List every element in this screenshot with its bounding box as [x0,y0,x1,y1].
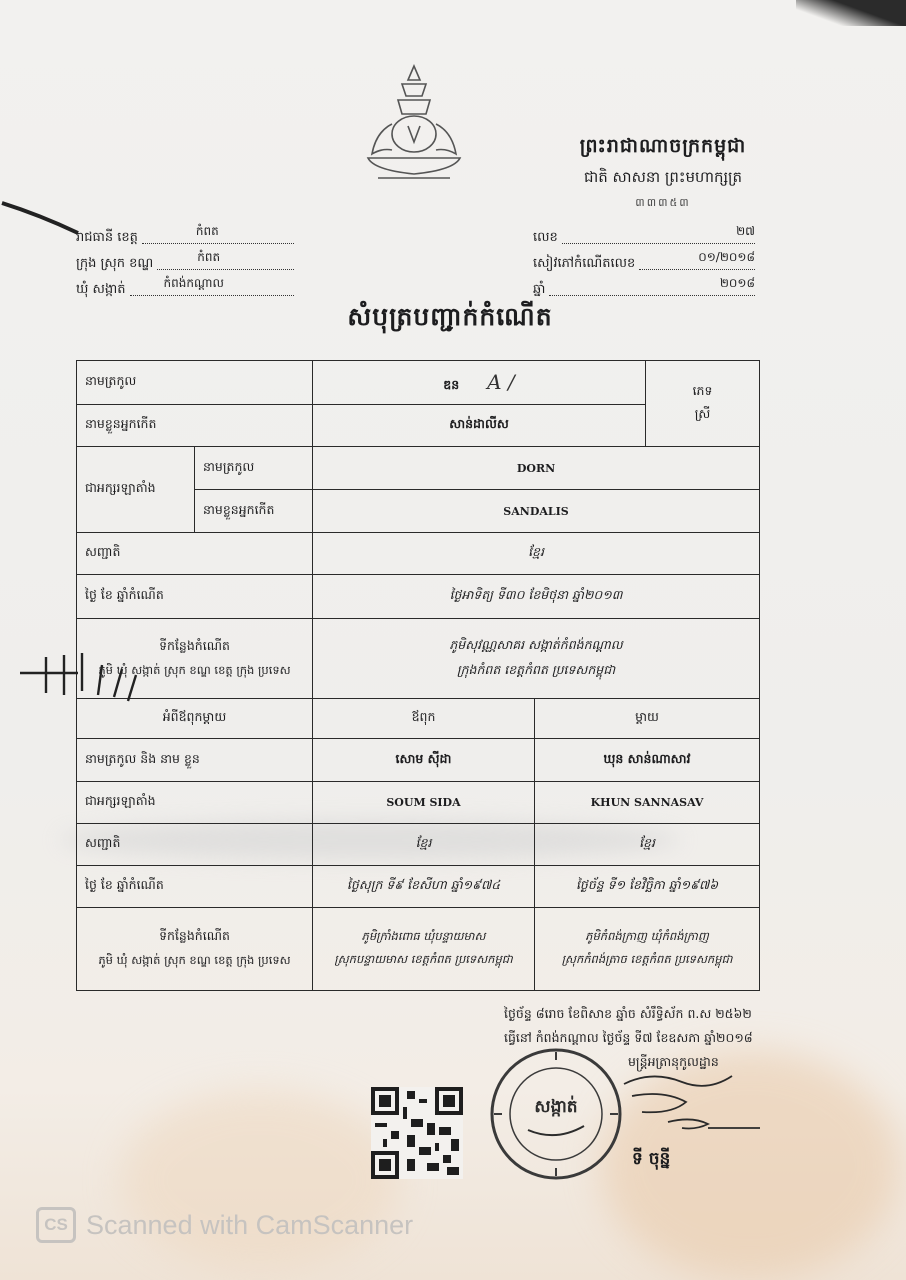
mother-header: ម្តាយ [535,699,760,739]
mother-pob [535,908,760,991]
meta-left [76,222,298,300]
latin-surname-value: DORN [313,447,760,490]
meta-label: សៀវភៅកំណើតលេខ [533,256,636,271]
given-name-label: នាមខ្លួនអ្នកកើត [77,405,313,447]
officer-signature [612,1064,762,1140]
parent-name-label: នាមត្រកូល និង នាម ខ្លួន [77,739,313,782]
pob-value-line: ក្រុងកំពត ខេត្តកំពត ប្រទេសកម្ពុជា [456,661,616,677]
meta-value: ២០១៨ [719,276,755,290]
father-pob [313,908,535,991]
kingdom-title: ព្រះរាជាណាចក្រកម្ពុជា [579,135,747,157]
meta-value: ២៧ [736,224,755,238]
document-title: សំបុត្របញ្ជាក់កំណើត [347,302,553,331]
national-motto: ជាតិ សាសនា ព្រះមហាក្សត្រ [583,168,743,186]
meta-book-row [533,248,759,274]
footer-lunar-date: ថ្ងៃច័ន្ទ ៨រោច ខែពិសាខ ឆ្នាំច សំរឹទ្ធិស័ក ព.ស ២៥៦២ [504,1006,752,1021]
pob-value [313,619,760,699]
dob-value: ថ្ងៃអាទិត្យ ទី៣០ ខែមិថុនា ឆ្នាំ២០១៣ [313,575,760,619]
surname-value [313,361,646,405]
latin-label: ជាអក្សរឡាតាំង [77,447,195,533]
sex-value: ស្រី [694,405,711,421]
surname-label: នាមត្រកូល [77,361,313,405]
footer-made-at: ធ្វើនៅ កំពង់កណ្តាល ថ្ងៃច័ន្ទ ទី៧ ខែឧសភា ឆ្នាំ២០១៨ [504,1030,753,1045]
father-pob-line: ស្រុកបន្ទាយមាស ខេត្តកំពត ប្រទេសកម្ពុជា [334,952,513,966]
meta-number-row [533,222,759,248]
mother-latin-name: KHUN SANNASAV [535,782,760,824]
qr-code-icon [371,1087,463,1179]
parent-dob-label: ថ្ងៃ ខែ ឆ្នាំកំណើត [77,866,313,908]
surname-text: ឌន [443,376,460,392]
parents-section-label: អំពីឪពុកម្តាយ [77,699,313,739]
stamp-text: សង្កាត់ [534,1097,578,1117]
paper-stain [120,1090,400,1270]
officer-name: ទី ចុន្នី [632,1149,671,1169]
father-header: ឪពុក [313,699,535,739]
meta-district-row [76,248,298,274]
table-row [77,866,760,908]
parent-pob-label-line: ទីកន្លែងកំណើត [159,928,230,943]
scan-corner-shadow [796,0,906,26]
pob-value-line: ភូមិសុវណ្ណសាគរ សង្កាត់កំពង់កណ្តាល [449,636,623,652]
officer-title: មន្ត្រីអត្រានុកូលដ្ឋាន [628,1054,719,1069]
official-stamp-icon [488,1046,624,1182]
parent-latin-label: ជាអក្សរឡាតាំង [77,782,313,824]
header-ornament: ៣៣៣៥៣ [635,196,691,209]
handwritten-strikes [18,645,148,705]
table-row [77,908,760,991]
meta-label: ឆ្នាំ [533,282,546,297]
pob-label-line: ទីកន្លែងកំណើត [159,637,230,653]
dob-label: ថ្ងៃ ខែ ឆ្នាំកំណើត [77,575,313,619]
meta-value: កំពត [197,250,221,264]
meta-label: រាជធានី ខេត្ត [76,230,138,245]
table-row [77,699,760,739]
meta-commune-row [76,274,298,300]
table-row [77,533,760,575]
table-row [77,739,760,782]
sex-cell [646,361,760,447]
given-name-value: សាន់ដាលីស [313,405,646,447]
scan-edge-mark [0,195,80,245]
latin-given-label: នាមខ្លួនអ្នកកើត [195,490,313,533]
camscanner-watermark [36,1207,413,1243]
header-kingdom [553,134,773,212]
sex-label: ភេទ [692,382,713,398]
mother-pob-line: ភូមិកំពង់ក្រាញ ឃុំកំពង់ក្រាញ [585,929,709,943]
father-latin-name: SOUM SIDA [313,782,535,824]
parent-pob-label-line: ភូមិ ឃុំ សង្កាត់ ស្រុក ខណ្ឌ ខេត្ត ក្រុង ប្រទេស [98,953,291,967]
meta-value: កំពត [195,224,219,238]
table-row [77,361,760,405]
table-row [77,619,760,699]
father-nationality: ខ្មែរ [313,824,535,866]
meta-label: ឃុំ សង្កាត់ [76,282,126,297]
parent-nationality-label: សញ្ជាតិ [77,824,313,866]
parent-pob-label [77,908,313,991]
father-name: សោម ស៊ីដា [313,739,535,782]
royal-emblem-icon [358,62,470,187]
father-dob: ថ្ងៃសុក្រ ទី៩ ខែសីហា ឆ្នាំ១៩៧៤ [313,866,535,908]
meta-value: ០១/២០១៨ [698,250,755,264]
table-row [77,824,760,866]
nationality-label: សញ្ជាតិ [77,533,313,575]
table-row [77,575,760,619]
pob-label-line: ភូមិ ឃុំ សង្កាត់ ស្រុក ខណ្ឌ ខេត្ត ក្រុង ប្រទេស [98,662,291,677]
father-pob-line: ភូមិក្រាំងពោធ ឃុំបន្ទាយមាស [361,929,486,943]
meta-right [533,222,759,300]
mother-pob-line: ស្រុកកំពង់ត្រាច ខេត្តកំពត ប្រទេសកម្ពុជា [561,952,733,966]
mother-name: ឃុន សាន់ណាសាវ [535,739,760,782]
mother-dob: ថ្ងៃច័ន្ទ ទី១ ខែវិច្ឆិកា ឆ្នាំ១៩៧៦ [535,866,760,908]
meta-label: លេខ [533,230,558,245]
mother-nationality: ខ្មែរ [535,824,760,866]
camscanner-logo-icon: CS [36,1207,76,1243]
meta-label: ក្រុង ស្រុក ខណ្ឌ [76,256,154,271]
meta-value: កំពង់កណ្តាល [163,276,224,290]
watermark-text: Scanned with CamScanner [86,1209,414,1240]
meta-year-row [533,274,759,300]
handwritten-mark: A / [487,369,515,394]
table-row [77,782,760,824]
latin-surname-label: នាមត្រកូល [195,447,313,490]
nationality-value: ខ្មែរ [313,533,760,575]
table-row [77,447,760,490]
meta-province-row [76,222,298,248]
latin-given-value: SANDALIS [313,490,760,533]
birth-certificate-table [76,360,760,991]
